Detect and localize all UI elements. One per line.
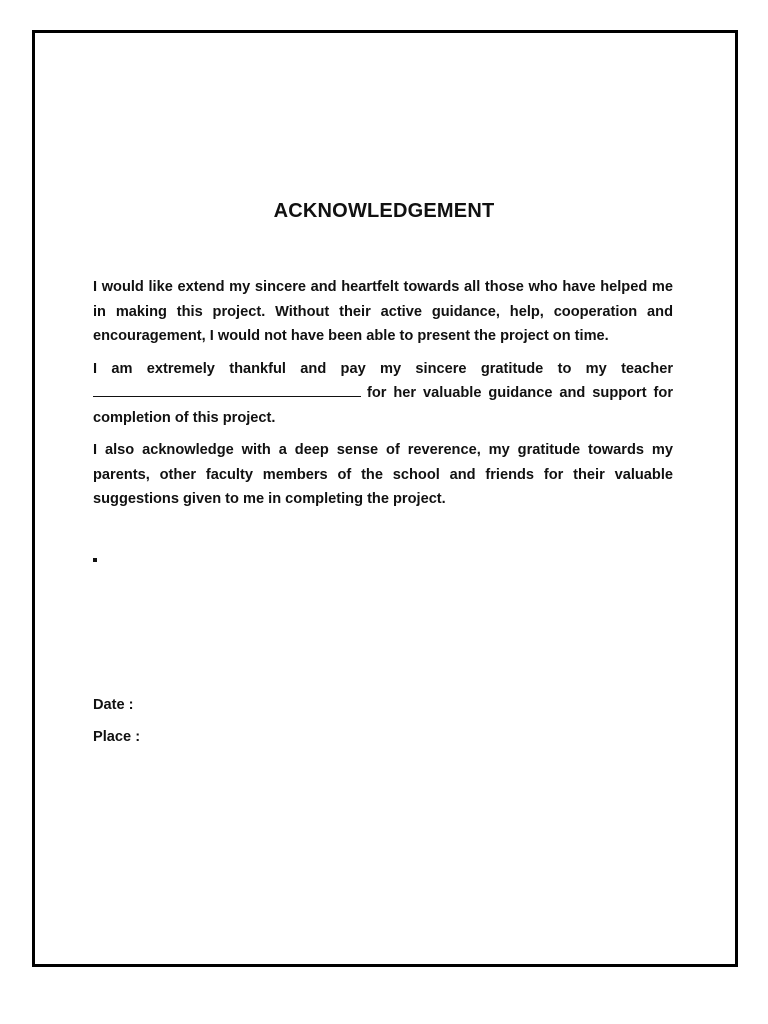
date-label: Date : [93,697,134,713]
bullet-mark [93,558,97,562]
paragraph-reverence: I also acknowledge with a deep sense of reverence, my gratitude towards my parents, other faculty members of the school and friends for their valuable suggestions given to me in completing the project. [93,442,673,507]
place-label: Place : [93,729,141,745]
page-title: ACKNOWLEDGEMENT [273,200,495,222]
paragraph-teacher-start: I am extremely thankful and pay my sincere gratitude to my teacher [93,360,673,377]
teacher-name-blank [93,382,361,397]
acknowledgement-body [93,275,673,520]
paragraph-thanks: I would like extend my sincere and heartfelt towards all those who have helped me in making this project. Without their active guidance, help, cooperation and encouragement, I would not have been able to present the project on time. [93,279,673,344]
paragraph-teacher-end: for her valuable guidance and support for completion of this project. [93,385,673,426]
paragraph-teacher [93,357,673,431]
